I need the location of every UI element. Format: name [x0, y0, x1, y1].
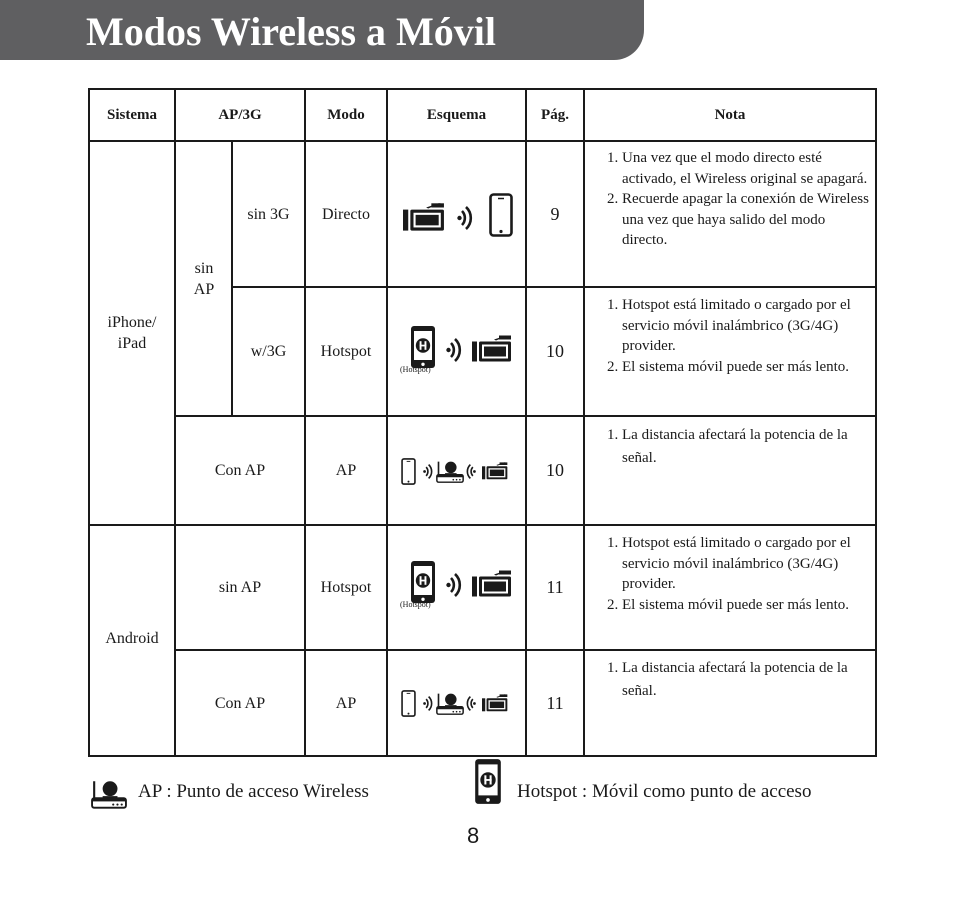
row-android-conap-ap3g: Con AP [214, 694, 266, 712]
router-icon [436, 692, 464, 715]
row-directo-pag: 9 [550, 203, 560, 224]
row-directo-nota [594, 148, 874, 251]
hotspot-phone-icon [410, 560, 436, 604]
note-item: 1. Hotspot está limitado o cargado por el servicio móvil inalámbrico (3G/4G) provider. [622, 533, 874, 595]
wireless-signal-icon [466, 695, 476, 712]
phone-icon [401, 690, 416, 717]
row-android-conap-modo: AP [335, 694, 357, 712]
phone-icon [401, 458, 416, 485]
row-conap-ap3g: Con AP [214, 462, 266, 479]
note-item: 1. La distancia afectará la potencia de la señal. [622, 424, 874, 470]
system-iphone-ipad: iPhone/ iPad [107, 314, 157, 352]
note-item: 1. Hotspot está limitado o cargado por el servicio móvil inalámbrico (3G/4G) provider. [622, 295, 874, 357]
header-modo: Modo [327, 106, 365, 123]
row-android-hotspot-pag: 11 [546, 577, 564, 597]
header-ap3g: AP/3G [218, 106, 262, 123]
header-esquema: Esquema [426, 106, 487, 123]
iphone-sin-ap: sin AP [193, 260, 215, 298]
row-android-conap-nota [594, 657, 874, 703]
row-hotspot-pag: 10 [546, 341, 564, 361]
wireless-signal-icon [423, 695, 433, 712]
row-directo-esquema [403, 192, 513, 238]
row-android-hotspot-ap3g: sin AP [218, 579, 262, 596]
row-hotspot-nota [594, 295, 874, 377]
hotspot-phone-icon [410, 325, 436, 369]
wireless-signal-icon [446, 337, 462, 363]
row-directo-modo: Directo [322, 205, 370, 223]
page-title: Modos Wireless a Móvil [86, 9, 496, 54]
row-conap-nota [594, 424, 874, 470]
camera-icon [472, 335, 512, 364]
wireless-signal-icon [423, 463, 433, 480]
table-rule [583, 88, 585, 757]
page-number: 8 [467, 823, 480, 848]
header-sistema: Sistema [107, 106, 157, 123]
phone-icon [489, 193, 513, 237]
row-android-conap-pag: 11 [546, 692, 564, 713]
wireless-modes-table [88, 88, 877, 757]
hotspot-legend-icon [474, 758, 502, 805]
row-directo-ap3g: sin 3G [247, 205, 290, 223]
wireless-signal-icon [457, 205, 473, 231]
camera-icon [472, 570, 512, 599]
router-legend-icon [91, 779, 127, 809]
row-conap-pag: 10 [546, 460, 564, 480]
wireless-signal-icon [466, 463, 476, 480]
table-rule [386, 88, 388, 757]
wireless-signal-icon [446, 572, 462, 598]
legend-hotspot: Hotspot : Móvil como punto de acceso [517, 781, 812, 802]
row-conap-modo: AP [335, 462, 357, 479]
row-conap-esquema [401, 456, 519, 486]
row-android-conap-esquema [401, 688, 519, 718]
router-icon [436, 460, 464, 483]
table-rule [875, 88, 877, 757]
row-android-hotspot-nota [594, 533, 874, 615]
note-item: 1. Una vez que el modo directo esté activado, el Wireless original se apagará. [622, 148, 874, 189]
row-hotspot-modo: Hotspot [320, 343, 372, 360]
hotspot-caption: (Hotspot) [400, 365, 431, 374]
row-android-hotspot-esquema [410, 559, 520, 605]
hotspot-caption: (Hotspot) [400, 600, 431, 609]
system-android: Android [105, 630, 159, 647]
camera-icon [482, 462, 508, 481]
note-item: 2. El sistema móvil puede ser más lento. [622, 357, 874, 378]
legend-ap: AP : Punto de acceso Wireless [138, 781, 369, 802]
table-rule [88, 755, 877, 757]
note-item: 2. El sistema móvil puede ser más lento. [622, 595, 874, 616]
row-hotspot-ap3g: w/3G [250, 343, 287, 360]
header-nota: Nota [714, 106, 746, 123]
row-android-hotspot-modo: Hotspot [320, 579, 372, 596]
camera-icon [403, 203, 445, 233]
header-pag: Pág. [541, 106, 569, 123]
row-hotspot-esquema [410, 324, 520, 370]
camera-icon [482, 694, 508, 713]
note-item: 1. La distancia afectará la potencia de la señal. [622, 657, 874, 703]
note-item: 2. Recuerde apagar la conexión de Wireless una vez que haya salido del modo directo. [622, 189, 874, 251]
